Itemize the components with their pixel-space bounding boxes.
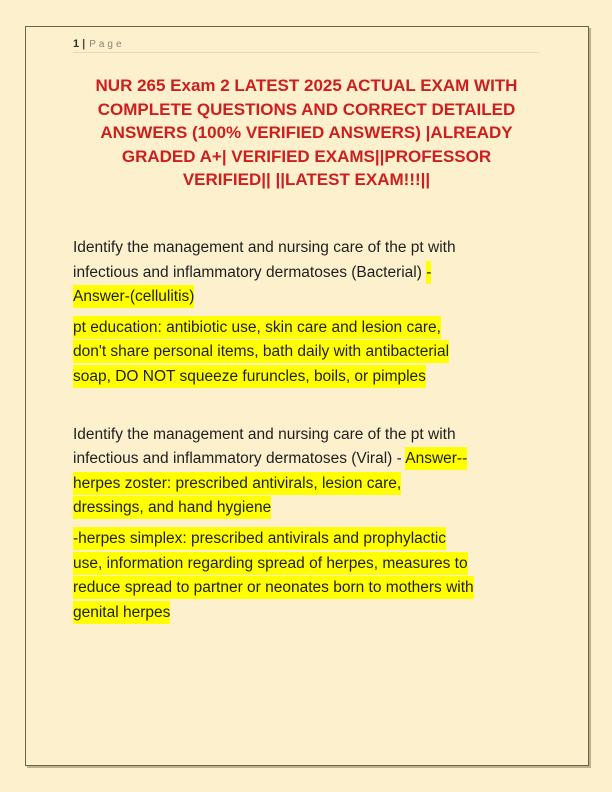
text-line — [73, 527, 540, 552]
document-body — [73, 236, 540, 625]
qa-paragraph — [73, 316, 540, 390]
text-line — [73, 423, 540, 448]
page-content — [73, 27, 540, 625]
text-line — [73, 340, 540, 365]
highlighted-text: reduce spread to partner or neonates born to mothers with — [73, 576, 474, 599]
text-line — [73, 261, 540, 286]
title-line: NUR 265 Exam 2 LATEST 2025 ACTUAL EXAM WITH — [95, 76, 518, 95]
qa-paragraph — [73, 423, 540, 521]
highlighted-text: Answer-- — [405, 447, 467, 470]
text-line — [73, 236, 540, 261]
text-line — [73, 601, 540, 626]
qa-paragraph — [73, 236, 540, 310]
plain-text: Identify the management and nursing care of the pt with — [73, 238, 456, 256]
page-header-separator: | — [82, 38, 86, 50]
highlighted-text: Answer-(cellulitis) — [73, 285, 194, 308]
text-line — [73, 316, 540, 341]
header-rule — [73, 52, 540, 53]
document-title — [73, 74, 540, 192]
text-line — [73, 285, 540, 310]
text-line — [73, 496, 540, 521]
plain-text: infectious and inflammatory dermatoses (Viral) - — [73, 450, 406, 468]
title-line: VERIFIED|| ||LATEST EXAM!!!|| — [182, 170, 431, 190]
highlighted-text: soap, DO NOT squeeze furuncles, boils, or pimples — [73, 365, 426, 388]
highlighted-text: - — [426, 261, 431, 284]
title-line: ANSWERS (100% VERIFIED ANSWERS) |ALREADY — [100, 123, 513, 143]
highlighted-text: dressings, and hand hygiene — [73, 496, 271, 519]
page-header-label: Page — [89, 39, 125, 50]
highlighted-text: herpes zoster: prescribed antivirals, lesion care, — [73, 472, 401, 495]
highlighted-text: don't share personal items, bath daily with antibacterial — [73, 340, 449, 363]
plain-text: infectious and inflammatory dermatoses (Bacterial) — [73, 263, 427, 281]
title-line: GRADED A+| VERIFIED EXAMS||PROFESSOR — [121, 146, 492, 166]
title-line: COMPLETE QUESTIONS AND CORRECT DETAILED — [97, 99, 516, 119]
highlighted-text: -herpes simplex: prescribed antivirals and prophylactic — [73, 527, 446, 550]
page-header — [73, 27, 540, 49]
highlighted-text: use, information regarding spread of herpes, measures to — [73, 552, 468, 575]
qa-paragraph — [73, 527, 540, 625]
text-line — [73, 365, 540, 390]
highlighted-text: pt education: antibiotic use, skin care and lesion care, — [73, 316, 441, 339]
highlighted-text: genital herpes — [73, 601, 170, 624]
plain-text: Identify the management and nursing care of the pt with — [73, 425, 456, 443]
text-line — [73, 472, 540, 497]
text-line — [73, 447, 540, 472]
page-border-frame — [25, 26, 589, 766]
text-line — [73, 552, 540, 577]
text-line — [73, 576, 540, 601]
page-number: 1 — [73, 38, 80, 50]
